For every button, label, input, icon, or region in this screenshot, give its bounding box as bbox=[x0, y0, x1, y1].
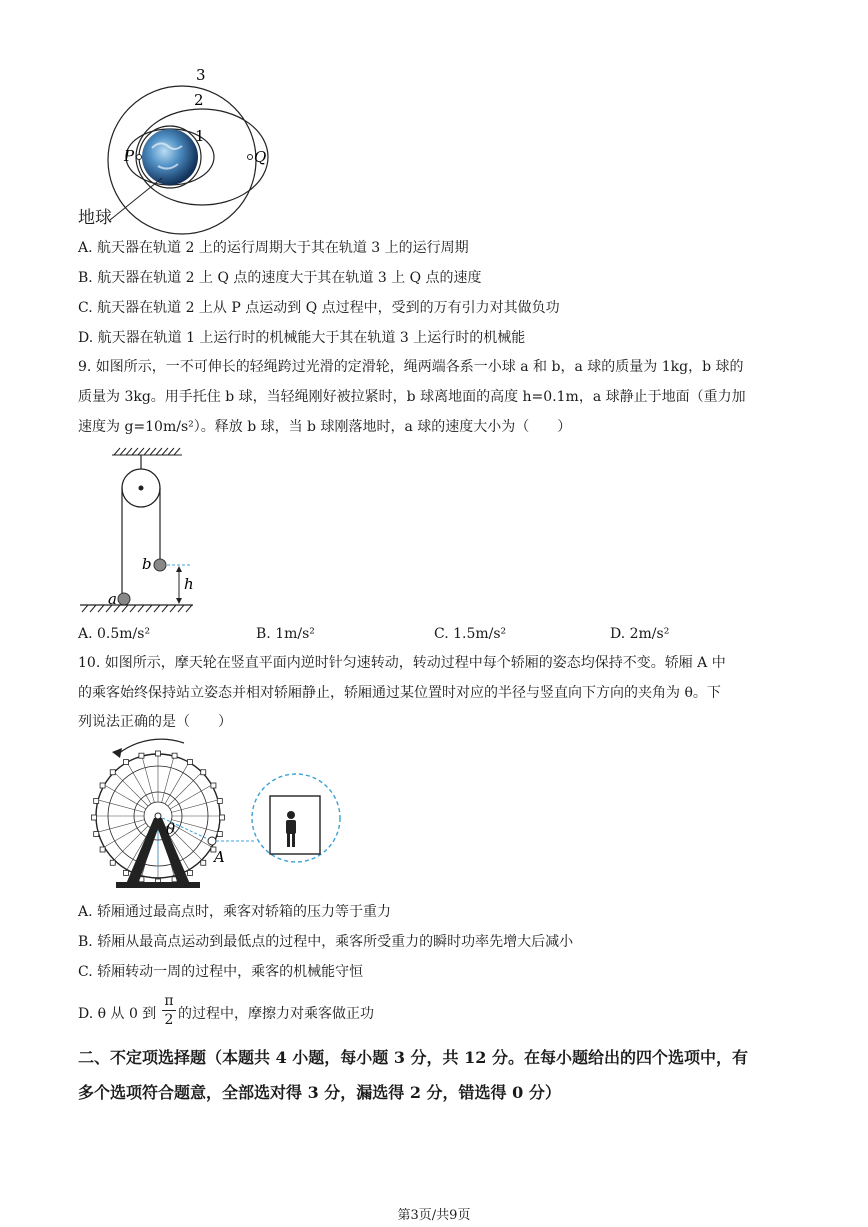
height-h-label: h bbox=[184, 575, 194, 593]
wheel-spoke bbox=[104, 785, 146, 809]
q9-line2: 质量为 3kg。用手托住 b 球，当轻绳刚好被拉紧时，b 球离地面的高度 h=0.1m，a 球静止于地面（重力加 bbox=[78, 389, 746, 405]
orbit2-label: 2 bbox=[194, 91, 204, 109]
q9-option-b: B. 1m/s² bbox=[256, 626, 315, 642]
earth-label: 地球 bbox=[78, 208, 112, 228]
q8-option-b: B. 航天器在轨道 2 上 Q 点的速度大于其在轨道 3 上 Q 点的速度 bbox=[78, 270, 482, 286]
wheel-cabin bbox=[100, 783, 105, 788]
wheel-spoke bbox=[168, 772, 202, 806]
wheel-cabin bbox=[156, 751, 161, 756]
section2-heading-line1: 二、不定项选择题（本题共 4 小题，每小题 3 分，共 12 分。在每小题给出的四个选项中，有 bbox=[78, 1048, 748, 1067]
wheel-cabin bbox=[100, 847, 105, 852]
q10-option-a: A. 轿厢通过最高点时，乘客对轿箱的压力等于重力 bbox=[78, 904, 392, 920]
q10-option-b: B. 轿厢从最高点运动到最低点的过程中，乘客所受重力的瞬时功率先增大后减小 bbox=[78, 934, 574, 950]
wheel-spoke bbox=[170, 785, 212, 809]
theta-label: θ bbox=[166, 820, 176, 838]
wheel-spoke bbox=[142, 756, 154, 802]
wheel-cabin bbox=[217, 798, 222, 803]
ferris-wheel-figure bbox=[88, 738, 348, 893]
q10-line3: 列说法正确的是（ ） bbox=[78, 714, 232, 730]
point-p-marker bbox=[137, 155, 142, 160]
wheel-cabin bbox=[110, 860, 115, 865]
wheel-cabin bbox=[217, 832, 222, 837]
pulley-figure bbox=[78, 445, 208, 617]
ball-a bbox=[118, 593, 130, 605]
q10-option-d-denominator: 2 bbox=[164, 1012, 174, 1028]
ball-b bbox=[154, 559, 166, 571]
wheel-cabin bbox=[139, 753, 144, 758]
wheel-spoke bbox=[114, 772, 148, 806]
q8-option-d: D. 航天器在轨道 1 上运行时的机械能大于其在轨道 3 上运行时的机械能 bbox=[78, 330, 526, 346]
q10-option-d-numerator: π bbox=[164, 993, 174, 1009]
wheel-spoke bbox=[162, 756, 174, 802]
q10-line2: 的乘客始终保持站立姿态并相对轿厢静止，轿厢通过某位置时对应的半径与竖直向下方向的夹角为 θ。下 bbox=[78, 685, 721, 701]
cabin-a-label: A bbox=[214, 848, 225, 866]
q8-option-a: A. 航天器在轨道 2 上的运行周期大于其在轨道 3 上的运行周期 bbox=[78, 240, 469, 256]
wheel-cabin bbox=[172, 753, 177, 758]
q10-line1: 10. 如图所示，摩天轮在竖直平面内逆时针匀速转动，转动过程中每个轿厢的姿态均保持不变。轿厢 A 中 bbox=[78, 655, 726, 671]
wheel-spoke bbox=[127, 762, 151, 804]
cabin-a-marker bbox=[208, 837, 216, 845]
q9-option-c: C. 1.5m/s² bbox=[434, 626, 507, 642]
wheel-spoke bbox=[98, 800, 144, 812]
passenger-icon bbox=[287, 811, 295, 819]
wheel-cabin bbox=[110, 770, 115, 775]
wheel-cabin bbox=[94, 832, 99, 837]
wheel-cabin bbox=[220, 815, 225, 820]
section2-heading-line2: 多个选项符合题意，全部选对得 3 分，漏选得 2 分，错选得 0 分） bbox=[78, 1083, 561, 1102]
wheel-spoke bbox=[98, 820, 144, 832]
wheel-base bbox=[116, 882, 200, 888]
wheel-cabin bbox=[124, 870, 129, 875]
wheel-cabin bbox=[188, 870, 193, 875]
q10-option-d-pre: D. θ 从 0 到 bbox=[78, 1006, 157, 1022]
point-q-label: Q bbox=[254, 148, 267, 166]
earth-pointer bbox=[110, 178, 162, 220]
q10-option-c: C. 轿厢转动一周的过程中，乘客的机械能守恒 bbox=[78, 964, 364, 980]
ball-b-label: b bbox=[142, 555, 152, 573]
wheel-cabin bbox=[124, 760, 129, 765]
ball-a-label: a bbox=[108, 590, 117, 608]
q9-option-d: D. 2m/s² bbox=[610, 626, 670, 642]
point-q-marker bbox=[248, 155, 253, 160]
q8-option-c: C. 航天器在轨道 2 上从 P 点运动到 Q 点过程中，受到的万有引力对其做负功 bbox=[78, 300, 560, 316]
wheel-cabin bbox=[188, 760, 193, 765]
wheel-cabin bbox=[94, 798, 99, 803]
wheel-spoke bbox=[104, 823, 146, 847]
wheel-cabin bbox=[201, 860, 206, 865]
q9-option-a: A. 0.5m/s² bbox=[78, 626, 151, 642]
fraction-bar bbox=[162, 1010, 176, 1011]
wheel-spoke bbox=[172, 800, 218, 812]
point-p-label: P bbox=[124, 147, 135, 165]
wheel-spoke bbox=[170, 823, 212, 847]
wheel-cabin bbox=[201, 770, 206, 775]
support-left bbox=[126, 818, 162, 884]
wheel-cabin bbox=[92, 815, 97, 820]
q9-line1: 9. 如图所示，一不可伸长的轻绳跨过光滑的定滑轮，绳两端各系一小球 a 和 b，a 球的质量为 1kg，b 球的 bbox=[78, 359, 744, 375]
page-footer: 第3页/共9页 bbox=[397, 1208, 471, 1223]
orbit1-label: 1 bbox=[195, 127, 205, 145]
orbit3-label: 3 bbox=[196, 66, 206, 84]
q9-line3: 速度为 g=10m/s²）。释放 b 球，当 b 球刚落地时，a 球的速度大小为（ ） bbox=[78, 419, 572, 435]
q10-option-d-post: 的过程中，摩擦力对乘客做正功 bbox=[178, 1006, 374, 1022]
wheel-cabin bbox=[211, 783, 216, 788]
wheel-spoke bbox=[165, 762, 189, 804]
earth-icon bbox=[142, 129, 198, 185]
